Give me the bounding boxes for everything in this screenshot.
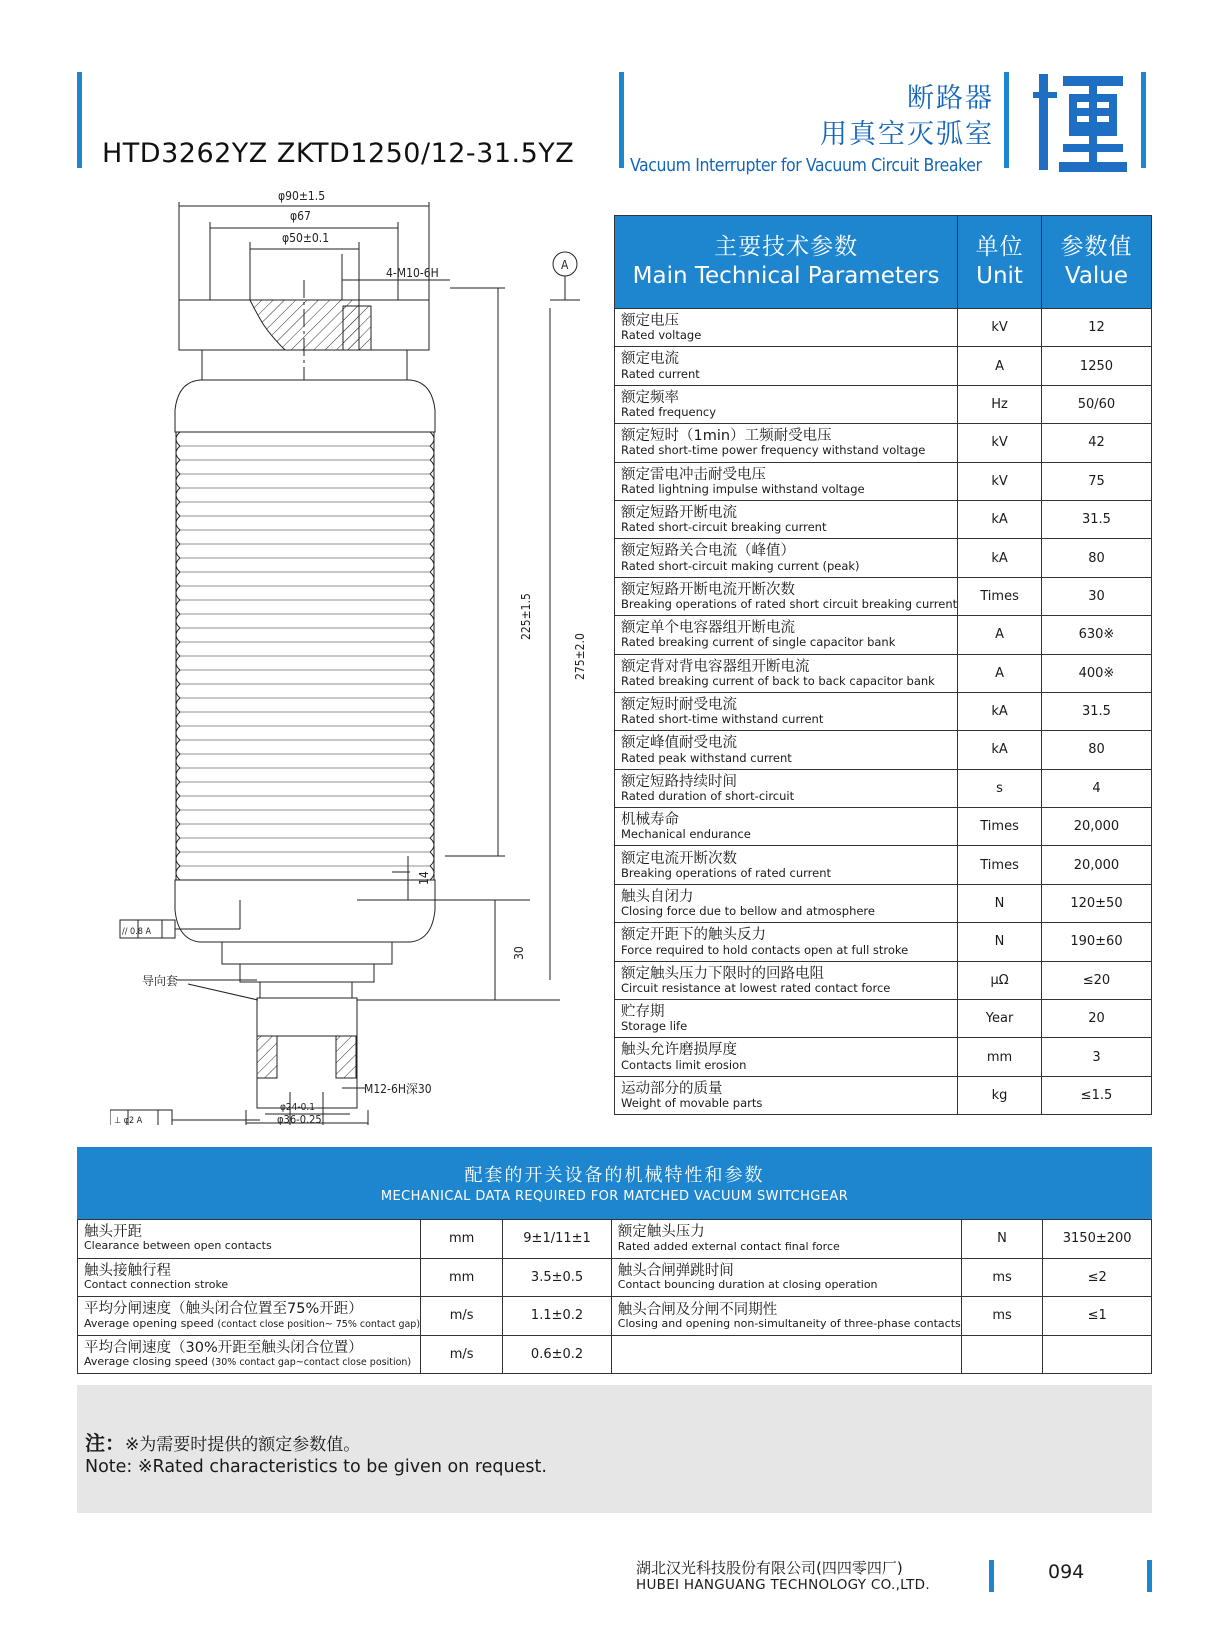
mech-right-cn: 触头合闸弹跳时间 [617,1263,734,1279]
mech-right-en: Contact bouncing duration at closing operation [617,1278,878,1292]
brand-title-en: Vacuum Interrupter for Vacuum Circuit Breaker [630,156,982,176]
spec-param-en: Rated short-time power frequency withstand voltage [621,443,926,458]
spec-param [615,846,958,884]
spec-param-cn: 额定背对背电容器组开断电流 [621,658,810,675]
mech-left-unit: mm [421,1258,503,1297]
header-left-accent-bar [77,72,82,168]
height-275-label: 275±2.0 [573,633,587,680]
thread-bottom-label: M12-6H深30 [364,1082,432,1096]
spec-param-en: Rated short-circuit breaking current [621,520,827,535]
param-header: 主要技术参数 Main Technical Parameters [615,216,958,309]
spec-row [615,846,1152,884]
spec-param [615,808,958,846]
height-225-label: 225±1.5 [519,593,533,640]
spec-param [615,1038,958,1076]
spec-param [615,884,958,922]
spec-unit: A [958,347,1042,385]
mech-right-value: ≤2 [1043,1258,1152,1297]
spec-unit: N [958,884,1042,922]
spec-param-cn: 触头自闭力 [621,888,694,905]
spec-param-en: Rated duration of short-circuit [621,788,795,803]
spec-param-en: Breaking operations of rated short circuit breaking current [621,597,958,611]
spec-param [615,1076,958,1114]
spec-row [615,1038,1152,1076]
model-title: HTD3262YZ ZKTD1250/12-31.5YZ [102,138,575,169]
spec-param-en: Storage life [621,1019,688,1034]
dim-inner-diameter: φ50±0.1 [282,231,330,245]
spec-param [615,654,958,692]
spec-param-en: Breaking operations of rated current [621,865,831,880]
spec-param-cn: 额定短路持续时间 [621,773,737,790]
spec-param [615,424,958,462]
spec-param [615,616,958,654]
mech-right-param [611,1297,961,1336]
spec-param [615,923,958,961]
spec-row [615,731,1152,769]
mech-left-param [78,1220,421,1259]
spec-param-cn: 额定单个电容器组开断电流 [621,620,795,637]
spec-row [615,961,1152,999]
spec-param-en: Force required to hold contacts open at full stroke [621,942,909,957]
mech-right-value: ≤1 [1043,1297,1152,1336]
footer-company-en: HUBEI HANGUANG TECHNOLOGY CO.,LTD. [636,1577,930,1593]
spec-param-en: Rated short-circuit making current (peak) [621,558,860,573]
spec-param-cn: 额定短时（1min）工频耐受电压 [621,428,832,445]
mech-right-unit: ms [961,1258,1043,1297]
mech-title-en: MECHANICAL DATA REQUIRED FOR MATCHED VACUUM SWITCHGEAR [380,1189,849,1204]
spec-param-en: Rated frequency [621,405,717,420]
spec-row [615,808,1152,846]
spec-param-cn: 额定电流 [621,351,679,368]
dim-mid-diameter: φ67 [290,209,311,223]
main-spec-table [614,215,1152,1115]
mech-left-value: 1.1±0.2 [503,1297,611,1336]
mech-left-param [78,1297,421,1336]
spec-value: 20,000 [1041,808,1151,846]
spec-param-cn: 贮存期 [621,1004,665,1021]
spec-unit: kA [958,539,1042,577]
spec-param-cn: 额定短路开断电流开断次数 [621,581,795,598]
spec-param-cn: 额定频率 [621,389,679,406]
spec-unit: Year [958,1000,1042,1038]
spec-value: 4 [1041,769,1151,807]
spec-unit: Times [958,577,1042,615]
mech-right-unit: N [961,1220,1043,1259]
company-logo [1033,70,1133,174]
mech-row [78,1220,1152,1259]
spec-param-cn: 额定短路开断电流 [621,505,737,521]
spec-row [615,616,1152,654]
spec-param-cn: 额定触头压力下限时的回路电阻 [621,965,824,982]
spec-unit: kV [958,309,1042,347]
mech-left-value: 3.5±0.5 [503,1258,611,1297]
spec-unit: s [958,769,1042,807]
spec-row [615,1000,1152,1038]
spec-param-cn: 额定电流开断次数 [621,850,737,867]
spec-param-cn: 机械寿命 [621,812,679,829]
mech-left-param [78,1258,421,1297]
spec-param-cn: 额定短路关合电流（峰值） [621,543,795,560]
header-mid-accent-bar [619,72,624,168]
spec-value: 20 [1041,1000,1151,1038]
brand-title-cn-line1: 断路器 [907,83,994,114]
spec-row [615,692,1152,730]
mech-left-value: 0.6±0.2 [503,1335,611,1374]
spec-param [615,769,958,807]
spec-row [615,424,1152,462]
spec-param-cn: 运动部分的质量 [621,1080,723,1097]
spec-row [615,884,1152,922]
spec-param-en: Rated voltage [621,328,702,343]
note-cn: 注：※为需要时提供的额定参数值。 [85,1431,361,1455]
mech-right-en: Closing and opening non-simultaneity of three-phase contacts [617,1316,961,1330]
brand-title-cn-line2: 用真空灭弧室 [820,119,994,150]
mech-right-cn: 触头合闸及分闸不同期性 [617,1301,778,1318]
spec-value: 31.5 [1041,692,1151,730]
spec-param-en: Rated peak withstand current [621,750,792,765]
spec-param-en: Mechanical endurance [621,827,751,842]
spec-value: 75 [1041,462,1151,500]
spec-value: 630※ [1041,616,1151,654]
spec-row [615,539,1152,577]
spec-value: 80 [1041,731,1151,769]
spec-param-cn: 额定电压 [621,313,679,330]
dim-24-label: φ24-0.1 [280,1102,315,1113]
mech-table-header [77,1147,1152,1219]
spec-param [615,309,958,347]
spec-param-en: Rated lightning impulse withstand voltage [621,481,865,496]
spec-value: 30 [1041,577,1151,615]
thread-top-label: 4-M10-6H [386,266,439,280]
mech-row [78,1335,1152,1374]
spec-value: 31.5 [1041,500,1151,538]
spec-unit: kA [958,731,1042,769]
spec-row [615,577,1152,615]
spec-unit: μΩ [958,961,1042,999]
mech-right-unit [961,1335,1043,1374]
spec-value: ≤20 [1041,961,1151,999]
dim-outer-diameter: φ90±1.5 [278,189,326,203]
mech-right-param [611,1258,961,1297]
spec-param [615,500,958,538]
mech-left-unit: mm [421,1220,503,1259]
logo-left-bar [1004,72,1009,168]
footer-right-bar [1147,1560,1152,1592]
perpendicular-tolerance-label: ⊥ φ2 A [114,1116,143,1125]
spec-row [615,309,1152,347]
note-box [77,1385,1152,1513]
mech-left-cn: 触头接触行程 [84,1262,171,1279]
spec-value: 1250 [1041,347,1151,385]
spec-param [615,731,958,769]
spec-param [615,961,958,999]
spec-value: 80 [1041,539,1151,577]
spec-unit: kA [958,500,1042,538]
mech-right-value [1043,1335,1152,1374]
spec-value: 400※ [1041,654,1151,692]
spec-row [615,654,1152,692]
spec-param [615,347,958,385]
spec-unit: Hz [958,385,1042,423]
mech-right-value: 3150±200 [1043,1220,1152,1259]
mech-right-param [611,1220,961,1259]
logo-right-bar [1141,72,1146,168]
mech-left-en: Average opening speed (contact close position~ 75% contact gap) [84,1316,421,1330]
footer-left-bar [989,1560,994,1592]
mech-left-cn: 触头开距 [84,1224,142,1241]
spec-table-header [615,216,1152,309]
datum-label: A [561,258,569,272]
spec-value: 20,000 [1041,846,1151,884]
dim-14-label: 14 [417,871,431,885]
parallel-tolerance-label: // 0.8 A [122,927,152,937]
mech-left-value: 9±1/11±1 [503,1220,611,1259]
mech-left-en: Clearance between open contacts [84,1239,272,1253]
spec-unit: A [958,616,1042,654]
mech-left-en: Average closing speed (30% contact gap~contact close position) [84,1355,412,1369]
mech-right-en: Rated added external contact final force [617,1239,840,1253]
spec-param [615,692,958,730]
mech-right-unit: ms [961,1297,1043,1336]
spec-param-cn: 额定短时耐受电流 [621,696,737,713]
spec-row [615,462,1152,500]
spec-param-en: Rated breaking current of back to back capacitor bank [621,673,935,688]
note-en: Note: ※Rated characteristics to be given on request. [85,1457,547,1477]
spec-param-cn: 触头允许磨损厚度 [621,1042,737,1059]
spec-row [615,923,1152,961]
spec-unit: Times [958,808,1042,846]
mech-left-cn: 平均合闸速度（30%开距至触头闭合位置） [84,1339,363,1356]
mech-right-param [611,1335,961,1374]
spec-unit: kg [958,1076,1042,1114]
spec-unit: kA [958,692,1042,730]
spec-param-cn: 额定雷电冲击耐受电压 [621,466,766,483]
spec-param-en: Contacts limit erosion [621,1057,747,1072]
unit-header: 单位 Unit [958,216,1042,309]
mech-row [78,1258,1152,1297]
mech-right-cn: 额定触头压力 [617,1224,705,1241]
spec-value: 42 [1041,424,1151,462]
spec-param [615,385,958,423]
mech-left-cn: 平均分闸速度（触头闭合位置至75%开距） [84,1301,363,1318]
spec-unit: kV [958,462,1042,500]
page-number: 094 [1048,1561,1085,1583]
spec-value: 50/60 [1041,385,1151,423]
spec-value: 12 [1041,309,1151,347]
spec-param [615,577,958,615]
mech-left-en: Contact connection stroke [84,1278,229,1292]
spec-param-cn: 额定峰值耐受电流 [621,735,737,752]
mech-left-param [78,1335,421,1374]
spec-param-en: Rated short-time withstand current [621,712,824,727]
mech-left-unit: m/s [421,1297,503,1336]
spec-row [615,385,1152,423]
spec-unit: Times [958,846,1042,884]
spec-unit: A [958,654,1042,692]
spec-param-en: Weight of movable parts [621,1096,763,1111]
spec-param [615,1000,958,1038]
spec-row [615,769,1152,807]
mech-left-unit: m/s [421,1335,503,1374]
guide-sleeve-label: 导向套 [142,974,179,988]
dim-36-label: φ36-0.25 [277,1113,322,1125]
value-header: 参数值 Value [1041,216,1151,309]
spec-row [615,500,1152,538]
spec-param [615,539,958,577]
interrupter-drawing [110,180,610,1125]
spec-param-en: Rated breaking current of single capacitor bank [621,635,896,650]
spec-param-en: Circuit resistance at lowest rated contact force [621,980,891,995]
spec-row [615,347,1152,385]
footer-company-cn: 湖北汉光科技股份有限公司(四四零四厂) [636,1559,903,1577]
spec-unit: N [958,923,1042,961]
spec-param-cn: 额定开距下的触头反力 [621,927,766,944]
dim-30-label: 30 [512,946,526,960]
mech-title-cn: 配套的开关设备的机械特性和参数 [464,1165,765,1186]
spec-value: 120±50 [1041,884,1151,922]
spec-value: ≤1.5 [1041,1076,1151,1114]
spec-param-en: Rated current [621,366,700,381]
mech-row [78,1297,1152,1336]
spec-param [615,462,958,500]
mech-table [77,1219,1152,1374]
spec-unit: kV [958,424,1042,462]
spec-value: 190±60 [1041,923,1151,961]
spec-param-en: Closing force due to bellow and atmosphere [621,904,875,919]
spec-value: 3 [1041,1038,1151,1076]
spec-unit: mm [958,1038,1042,1076]
spec-row [615,1076,1152,1114]
